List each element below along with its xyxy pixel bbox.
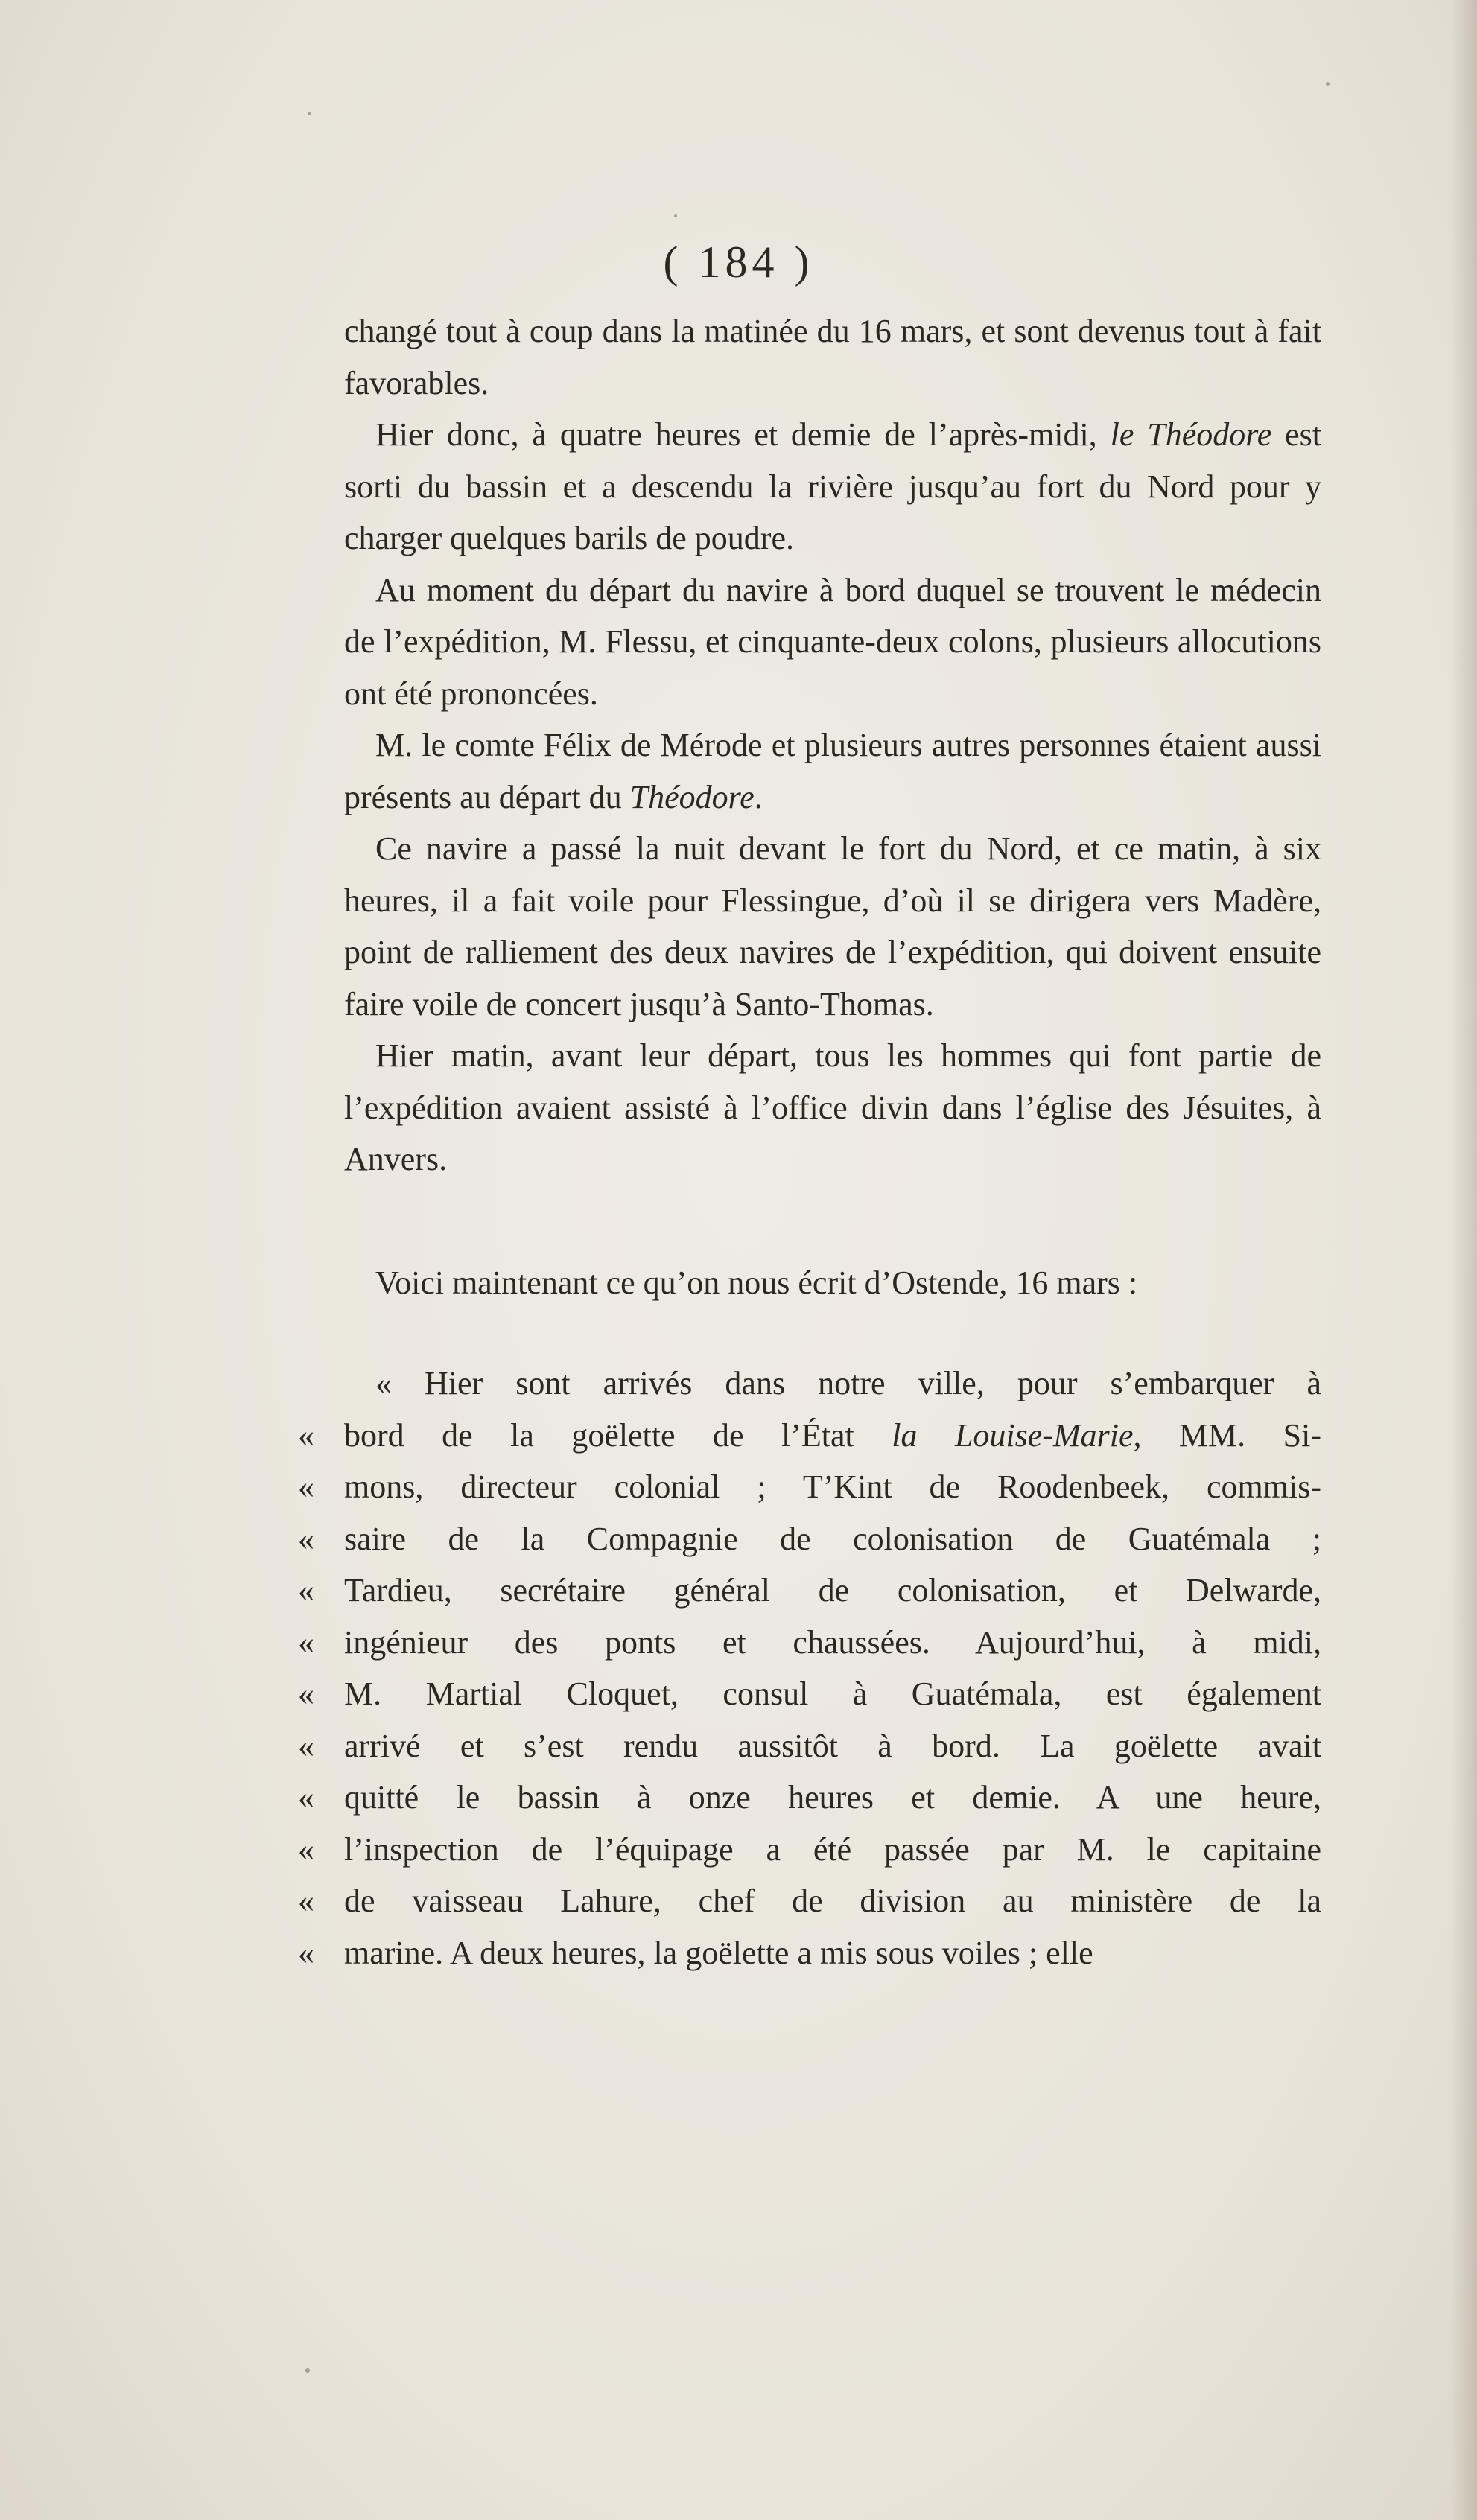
quote-line	[298, 1875, 1321, 1927]
quote-mark: «	[298, 1676, 314, 1712]
quote-line	[298, 1461, 1321, 1513]
section-gap	[344, 1308, 1321, 1358]
ship-name-italic: le Théodore	[1110, 416, 1272, 453]
quote-line	[298, 1720, 1321, 1772]
paragraph-3	[344, 564, 1321, 720]
quote-mark: «	[298, 1830, 314, 1868]
quote-mark: «	[298, 1469, 314, 1505]
quote-mark: «	[298, 1572, 314, 1609]
paper-speck	[1326, 82, 1330, 86]
paper-speck	[308, 112, 311, 115]
ship-name-italic: la Louise-Marie	[892, 1416, 1134, 1454]
paragraph-4-text-end: .	[754, 778, 763, 815]
quote-mark: «	[298, 1520, 314, 1557]
paragraph-6-text: Hier matin, avant leur départ, tous les hommes qui font partie de l’expédition avaient assisté à l’office divin dans l’église des Jésuites, à Anvers.	[344, 1037, 1321, 1177]
paragraph-2-text: Hier donc, à quatre heures et demie de l’après-midi,	[375, 416, 1111, 453]
ship-name-italic: Théodore	[629, 778, 755, 815]
quote-line: « Hier sont arrivés dans notre ville, pour s’embarquer à	[375, 1365, 1321, 1401]
paragraph-6	[344, 1030, 1321, 1186]
paragraph-2-text-end: est sorti du bassin et a descendu la rivière jusqu’au fort du Nord pour y charger quelques barils de poudre.	[344, 416, 1321, 556]
quote-mark: «	[298, 1883, 314, 1919]
quote-mark: «	[298, 1934, 314, 1971]
quote-line-text: l’inspection de l’équipage a été passée par M. le capitaine	[344, 1830, 1321, 1868]
page-body	[298, 305, 1321, 1979]
quote-line-text: Tardieu, secrétaire général de colonisation, et Delwarde,	[344, 1572, 1321, 1609]
quote-line	[298, 1617, 1321, 1669]
paragraph-5-text: Ce navire a passé la nuit devant le fort du Nord, et ce matin, à six heures, il a fait voile pour Flessingue, d’où il se dirigera vers Madère, point de ralliement des deux navires de l’expédition, qui doivent ensuite faire voile de concert jusqu’à Santo-Thomas.	[344, 830, 1321, 1022]
paragraph-1	[344, 305, 1321, 409]
quote-line-text: ingénieur des ponts et chaussées. Aujourd’hui, à midi,	[344, 1623, 1321, 1661]
quote-line	[298, 1927, 1321, 1979]
quote-line-text: arrivé et s’est rendu aussitôt à bord. La goëlette avait	[344, 1727, 1321, 1764]
quote-line-text: saire de la Compagnie de colonisation de Guatémala ;	[344, 1520, 1321, 1557]
quote-line-text: quitté le bassin à onze heures et demie. A une heure,	[344, 1779, 1321, 1816]
paragraph-3-text: Au moment du départ du navire à bord duquel se trouvent le médecin de l’expédition, M. Flessu, et cinquante-deux colons, plusieurs allocutions ont été prononcées.	[344, 571, 1321, 712]
quote-line	[298, 1772, 1321, 1824]
quote-mark: «	[298, 1727, 314, 1764]
paper-speck	[674, 214, 677, 217]
quote-line	[298, 1824, 1321, 1876]
quote-mark: «	[298, 1779, 314, 1816]
paragraph-4-text: M. le comte Félix de Mérode et plusieurs autres personnes étaient aussi présents au départ du	[344, 727, 1321, 815]
intro-line: Voici maintenant ce qu’on nous écrit d’Ostende, 16 mars :	[375, 1264, 1138, 1301]
quoted-letter	[298, 1358, 1321, 1979]
page-gutter-shadow	[1450, 0, 1477, 2520]
quote-line-text: bord de la goëlette de l’État	[344, 1416, 892, 1454]
quote-line-text: marine. A deux heures, la goëlette a mis sous voiles ; elle	[344, 1934, 1093, 1971]
paper-speck	[305, 2368, 310, 2373]
paragraph-2	[344, 409, 1321, 564]
quote-mark: «	[298, 1416, 314, 1454]
paragraph-5	[344, 823, 1321, 1030]
quote-line-text: de vaisseau Lahure, chef de division au ministère de la	[344, 1883, 1321, 1919]
quote-line-text: mons, directeur colonial ; T’Kint de Roodenbeek, commis-	[344, 1469, 1321, 1505]
paragraph-4	[344, 719, 1321, 823]
quote-line-text: M. Martial Cloquet, consul à Guatémala, est également	[344, 1676, 1321, 1712]
section-gap	[344, 1186, 1321, 1257]
quote-line	[298, 1513, 1321, 1565]
quote-line-text-end: , MM. Si-	[1133, 1416, 1321, 1454]
page-number: ( 184 )	[663, 238, 814, 287]
quote-mark: «	[298, 1623, 314, 1661]
paragraph-1-text: changé tout à coup dans la matinée du 16 mars, et sont devenus tout à fait favorables.	[344, 313, 1321, 401]
quote-line	[298, 1410, 1321, 1462]
quote-line	[298, 1668, 1321, 1720]
quote-line	[298, 1565, 1321, 1617]
